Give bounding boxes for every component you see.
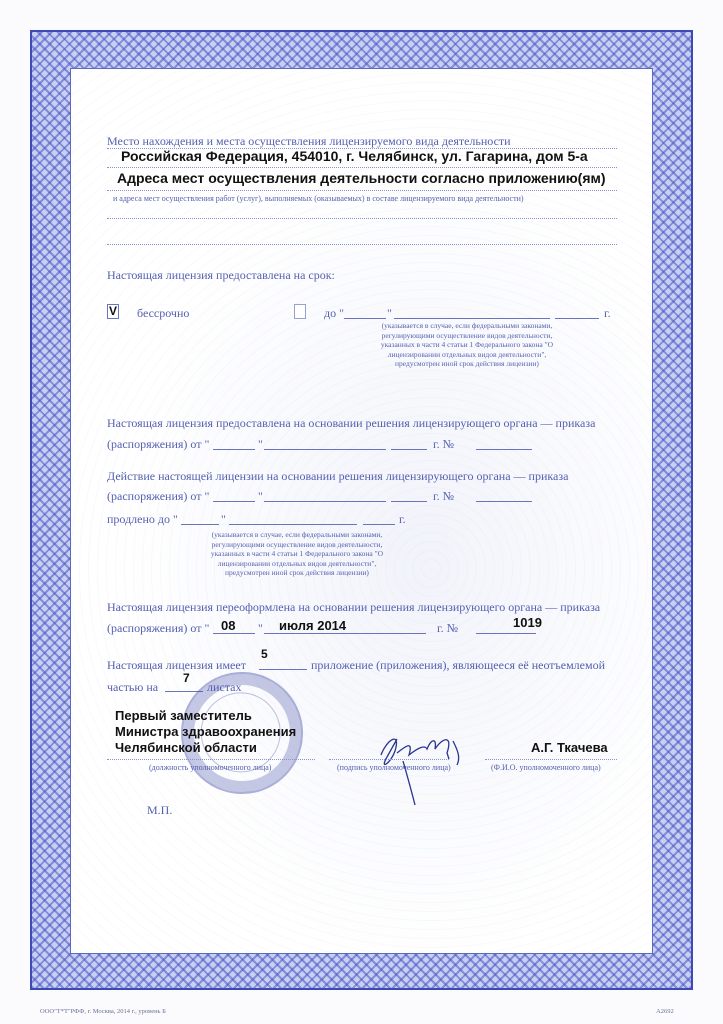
action-day-line: [213, 501, 255, 502]
reissue-line-2-prefix: (распоряжения) от ": [107, 621, 210, 635]
action-quote: ": [258, 489, 263, 503]
action-line-2-prefix: (распоряжения) от ": [107, 489, 210, 503]
address-label: Место нахождения и места осуществления лицензируемого вида деятельности: [107, 134, 511, 148]
extended-quote: ": [221, 512, 226, 526]
addresses-caption: и адреса мест осуществления работ (услуг), выполняемых (оказываемых) в составе лицензируемого вида деятельности): [113, 194, 524, 203]
sheets-suffix: листах: [207, 680, 242, 694]
checkbox-mark: V: [109, 304, 118, 318]
address-value: Российская Федерация, 454010, г. Челябинск, ул. Гагарина, дом 5-а: [121, 148, 588, 164]
sheets-prefix: частью на: [107, 680, 159, 694]
reissue-g-no: г. №: [437, 621, 459, 635]
term-indefinite-checkbox: [107, 304, 119, 319]
reissue-month: июля 2014: [279, 618, 347, 633]
annex-count-line: [259, 669, 307, 670]
addresses-value: Адреса мест осуществления деятельности согласно приложению(ям): [117, 170, 606, 186]
blank-line-1: [107, 218, 617, 219]
term-indefinite-label: бессрочно: [137, 306, 190, 320]
reissue-quote: ": [258, 621, 263, 635]
signer-position-1: Первый заместитель: [115, 708, 252, 723]
reissue-day-line: [213, 633, 255, 634]
blank-line-2: [107, 244, 617, 245]
extended-g: г.: [399, 512, 406, 526]
extended-note: (указывается в случае, если федеральными законами, регулирующими осуществление видов деятельности, указанных в части 4 статьи 1 Федерального закона "О лицензировании отдельных видов деятельности", предусмотрен иной срок действия лицензии): [210, 530, 384, 577]
term-year-suffix: г.: [604, 306, 611, 320]
annex-suffix: приложение (приложения), являющееся её неотъемлемой: [311, 658, 605, 672]
footer-left: ООО"Т*Т"РФФ, г. Москва, 2014 г., уровень Б: [40, 1008, 166, 1015]
term-quote: ": [387, 306, 392, 320]
term-until-label: до ": [324, 306, 345, 320]
reissue-number: 1019: [513, 615, 542, 630]
extended-year-line: [363, 524, 395, 525]
term-until-checkbox: [294, 304, 306, 319]
document-body: [70, 68, 653, 954]
annex-count: 5: [261, 647, 268, 661]
extended-prefix: продлено до ": [107, 512, 178, 526]
basis-year-line: [391, 449, 427, 450]
address-value-underline: [107, 167, 617, 168]
term-note: (указывается в случае, если федеральными законами, регулирующими осуществление видов деятельности, указанных в части 4 статьи 1 Федерального закона "О лицензировании отдельных видов деятельности", предусмотрен иной срок действия лицензии): [380, 321, 554, 368]
term-year-line: [555, 318, 599, 319]
term-day-line: [344, 318, 386, 319]
reissue-month-line: [264, 633, 426, 634]
sheets-count: 7: [183, 671, 190, 685]
signature-line: [329, 759, 449, 760]
annex-prefix: Настоящая лицензия имеет: [107, 658, 246, 672]
basis-day-line: [213, 449, 255, 450]
signer-position-3: Челябинской области: [115, 740, 257, 755]
basis-line-2-prefix: (распоряжения) от ": [107, 437, 210, 451]
basis-month-line: [264, 449, 386, 450]
caption-position: (должность уполномоченного лица): [149, 763, 272, 772]
basis-g-no: г. №: [433, 437, 455, 451]
signer-name: А.Г. Ткачева: [531, 740, 608, 755]
basis-quote: ": [258, 437, 263, 451]
extended-day-line: [181, 524, 219, 525]
addresses-underline: [107, 190, 617, 191]
reissue-line-1: Настоящая лицензия переоформлена на основании решения лицензирующего органа — приказа: [107, 600, 601, 614]
position-line: [107, 759, 315, 760]
action-month-line: [264, 501, 386, 502]
action-line-1: Действие настоящей лицензии на основании решения лицензирующего органа — приказа: [107, 469, 569, 483]
basis-line-1: Настоящая лицензия предоставлена на основании решения лицензирующего органа — приказа: [107, 416, 596, 430]
action-g-no: г. №: [433, 489, 455, 503]
signer-position-2: Министра здравоохранения: [115, 724, 297, 739]
term-label: Настоящая лицензия предоставлена на срок:: [107, 268, 335, 282]
basis-number-line: [476, 449, 532, 450]
caption-signature: (подпись уполномоченного лица): [337, 763, 451, 772]
action-year-line: [391, 501, 427, 502]
action-number-line: [476, 501, 532, 502]
stamp-place: М.П.: [147, 803, 173, 817]
reissue-day: 08: [221, 618, 236, 633]
footer-right: А2692: [656, 1008, 674, 1015]
name-line: [485, 759, 617, 760]
extended-month-line: [229, 524, 357, 525]
term-month-line: [394, 318, 550, 319]
reissue-number-line: [476, 633, 536, 634]
caption-name: (Ф.И.О. уполномоченного лица): [491, 763, 601, 772]
